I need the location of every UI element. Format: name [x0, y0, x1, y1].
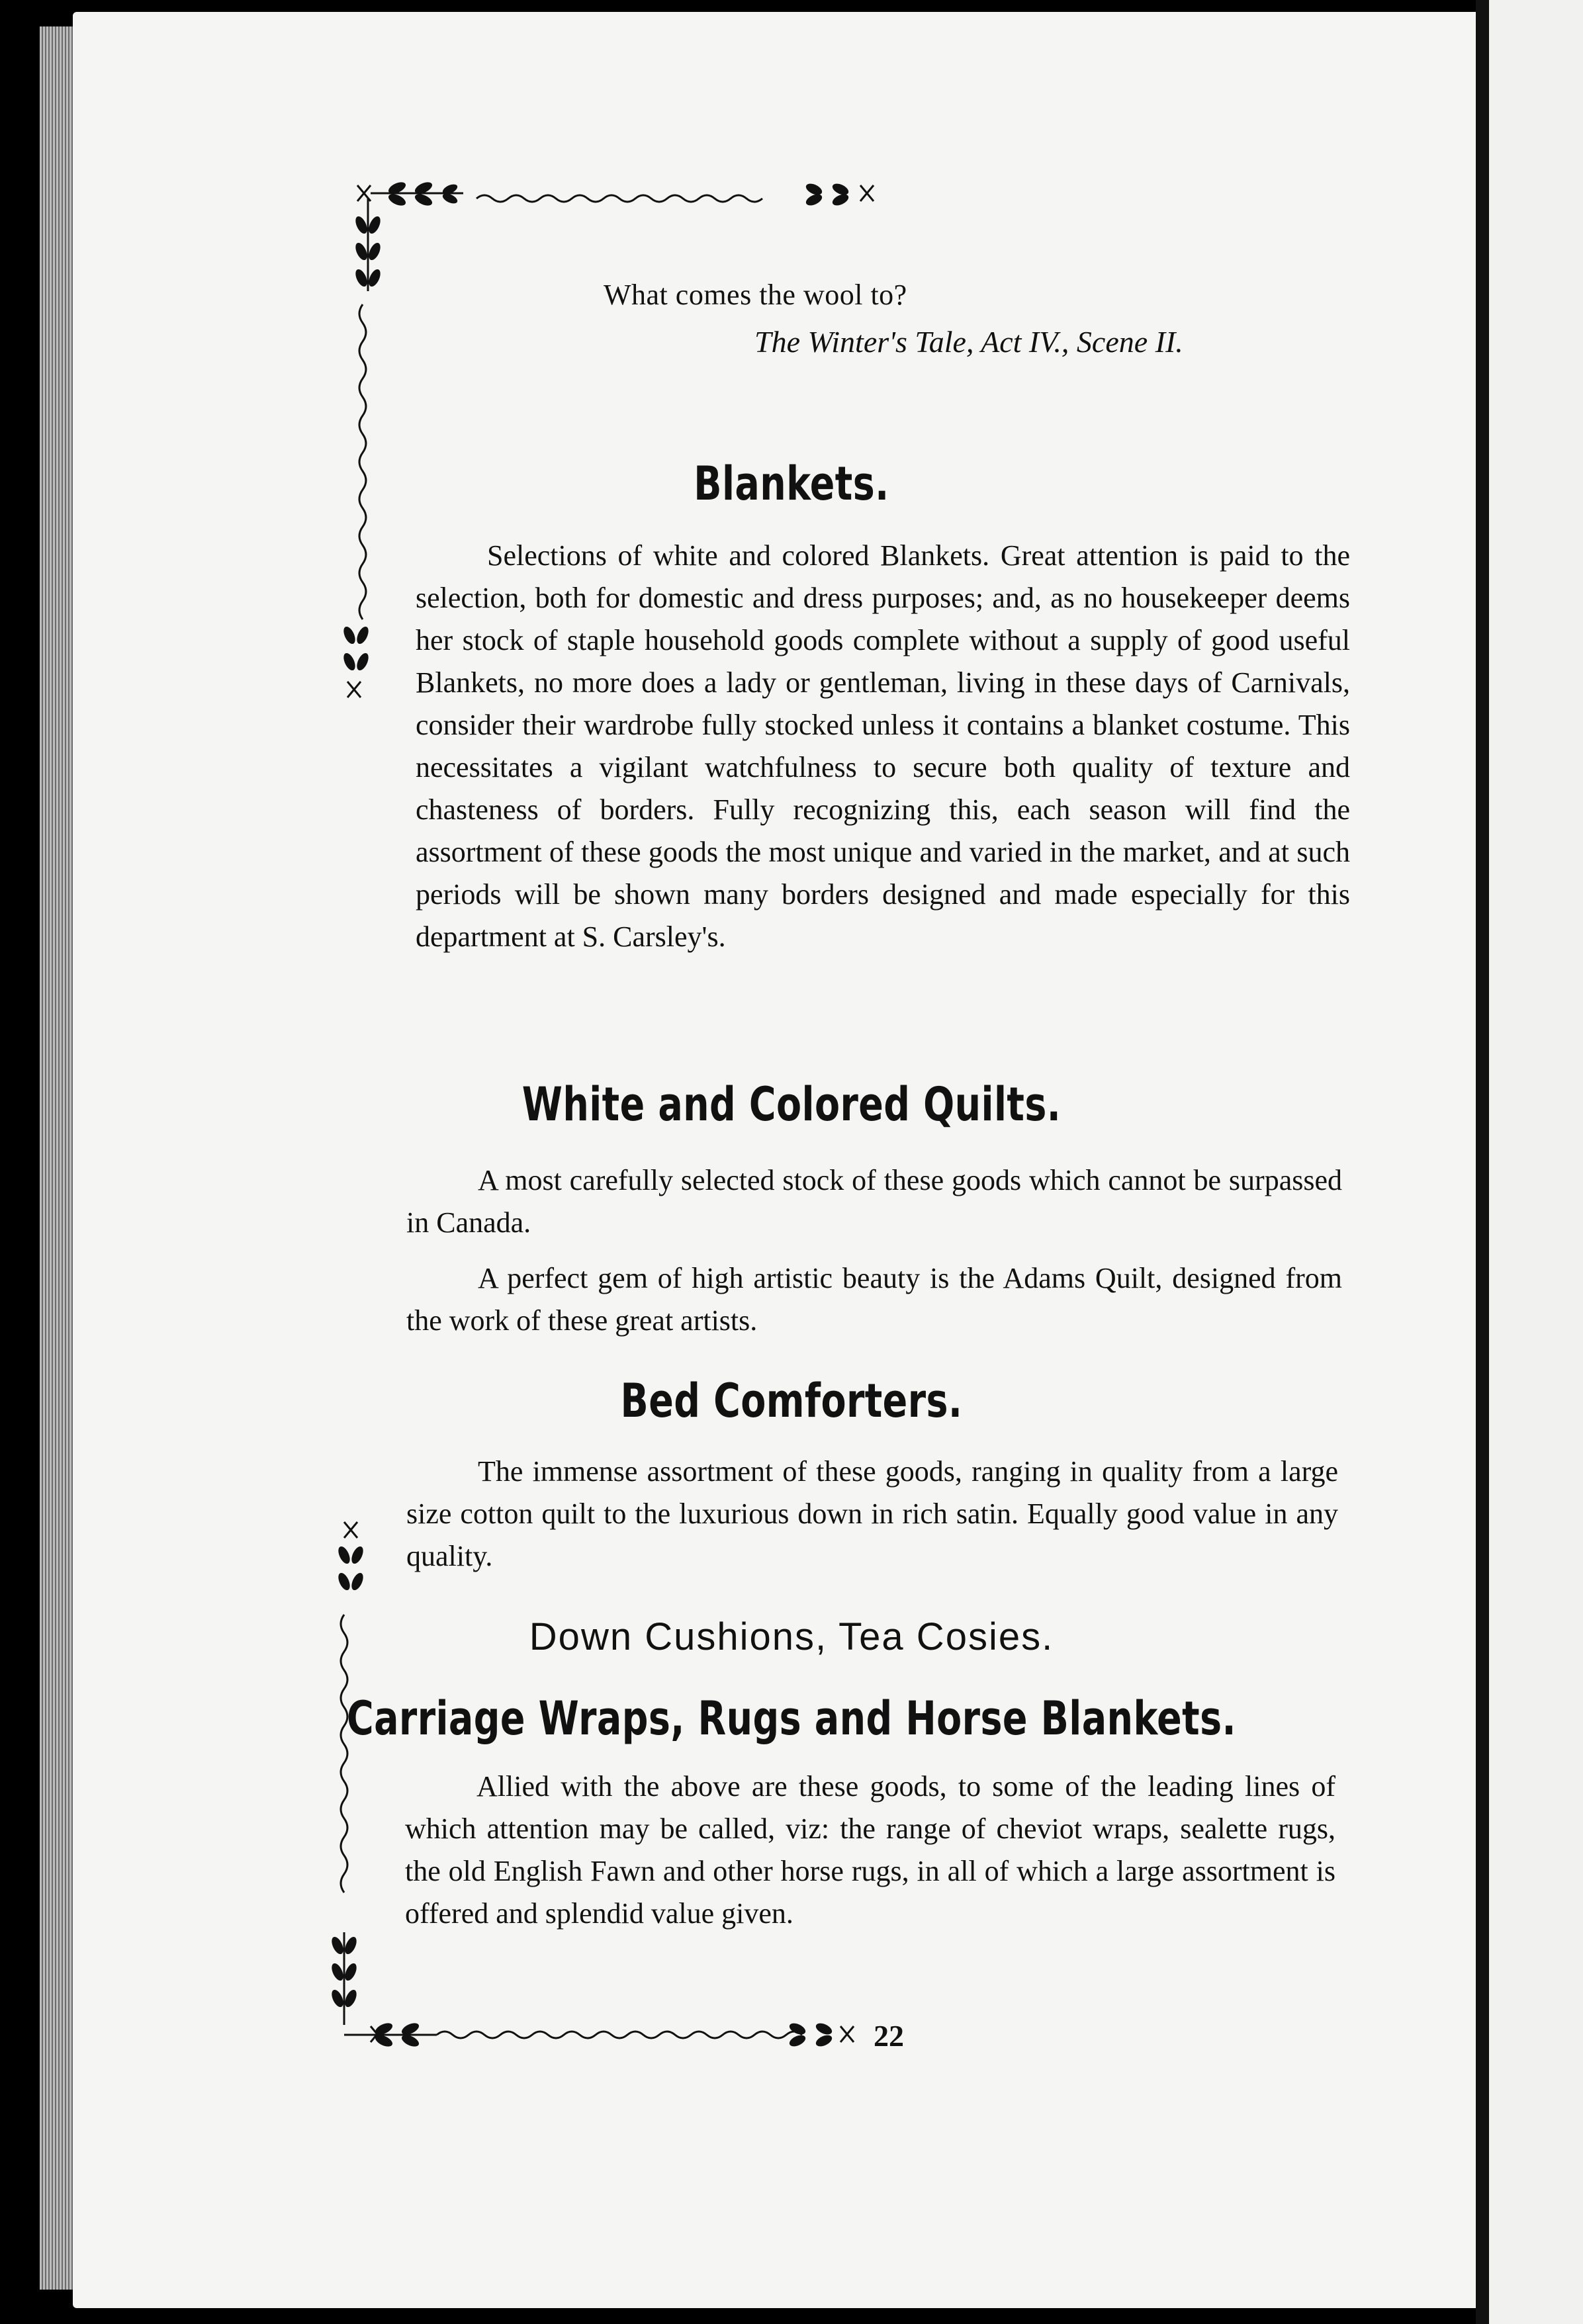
paragraph-blankets-text: Selections of white and colored Blankets. Great attention is paid to the selection, both for domestic and dress purposes; and, as no housekeeper deems her stock of staple household goods complete without a supply of good useful Blankets, no more does a lady or gentleman, living in these days of Carnivals, consider their wardrobe fully stocked unless it contains a blanket costume. This necessitates a vigilant watchfulness to secure both quality of texture and chasteness of borders. Fully recognizing this, each season will find the assortment of these goods the most unique and varied in the market, and at such periods will be shown many borders designed and made especially for this department at S. Carsley's. — [416, 539, 1350, 953]
heading-cushions: Down Cushions, Tea Cosies. — [529, 1615, 1054, 1658]
epigraph-source: The Winter's Tale, Act IV., Scene II. — [754, 325, 1183, 359]
paragraph-comforters-text: The immense assortment of these goods, ranging in quality from a large size cotton quilt to the luxurious down in rich satin. Equally good value in any quality. — [406, 1455, 1338, 1572]
paragraph-quilts-2-text: A perfect gem of high artistic beauty is the Adams Quilt, designed from the work of these great artists. — [406, 1262, 1342, 1337]
page-number: 22 — [874, 2019, 904, 2053]
epigraph-quote: What comes the wool to? — [604, 279, 907, 311]
paragraph-quilts-1 — [406, 1159, 1342, 1244]
paragraph-quilts-2 — [406, 1257, 1342, 1342]
paragraph-quilts-1-text: A most carefully selected stock of these goods which cannot be surpassed in Canada. — [406, 1164, 1342, 1239]
heading-blankets: Blankets. — [694, 457, 889, 511]
paragraph-comforters — [406, 1451, 1338, 1578]
paragraph-blankets — [416, 535, 1350, 958]
heading-quilts: White and Colored Quilts. — [521, 1077, 1062, 1132]
paragraph-carriage-wraps — [405, 1765, 1335, 1935]
paragraph-carriage-wraps-text: Allied with the above are these goods, to some of the leading lines of which attention may be called, viz: the range of cheviot wraps, sealette rugs, the old English Fawn and other horse rugs, in all of which a large assortment is offered and splendid value given. — [405, 1770, 1335, 1930]
heading-carriage-wraps: Carriage Wraps, Rugs and Horse Blankets. — [346, 1691, 1237, 1746]
heading-comforters: Bed Comforters. — [620, 1374, 963, 1428]
